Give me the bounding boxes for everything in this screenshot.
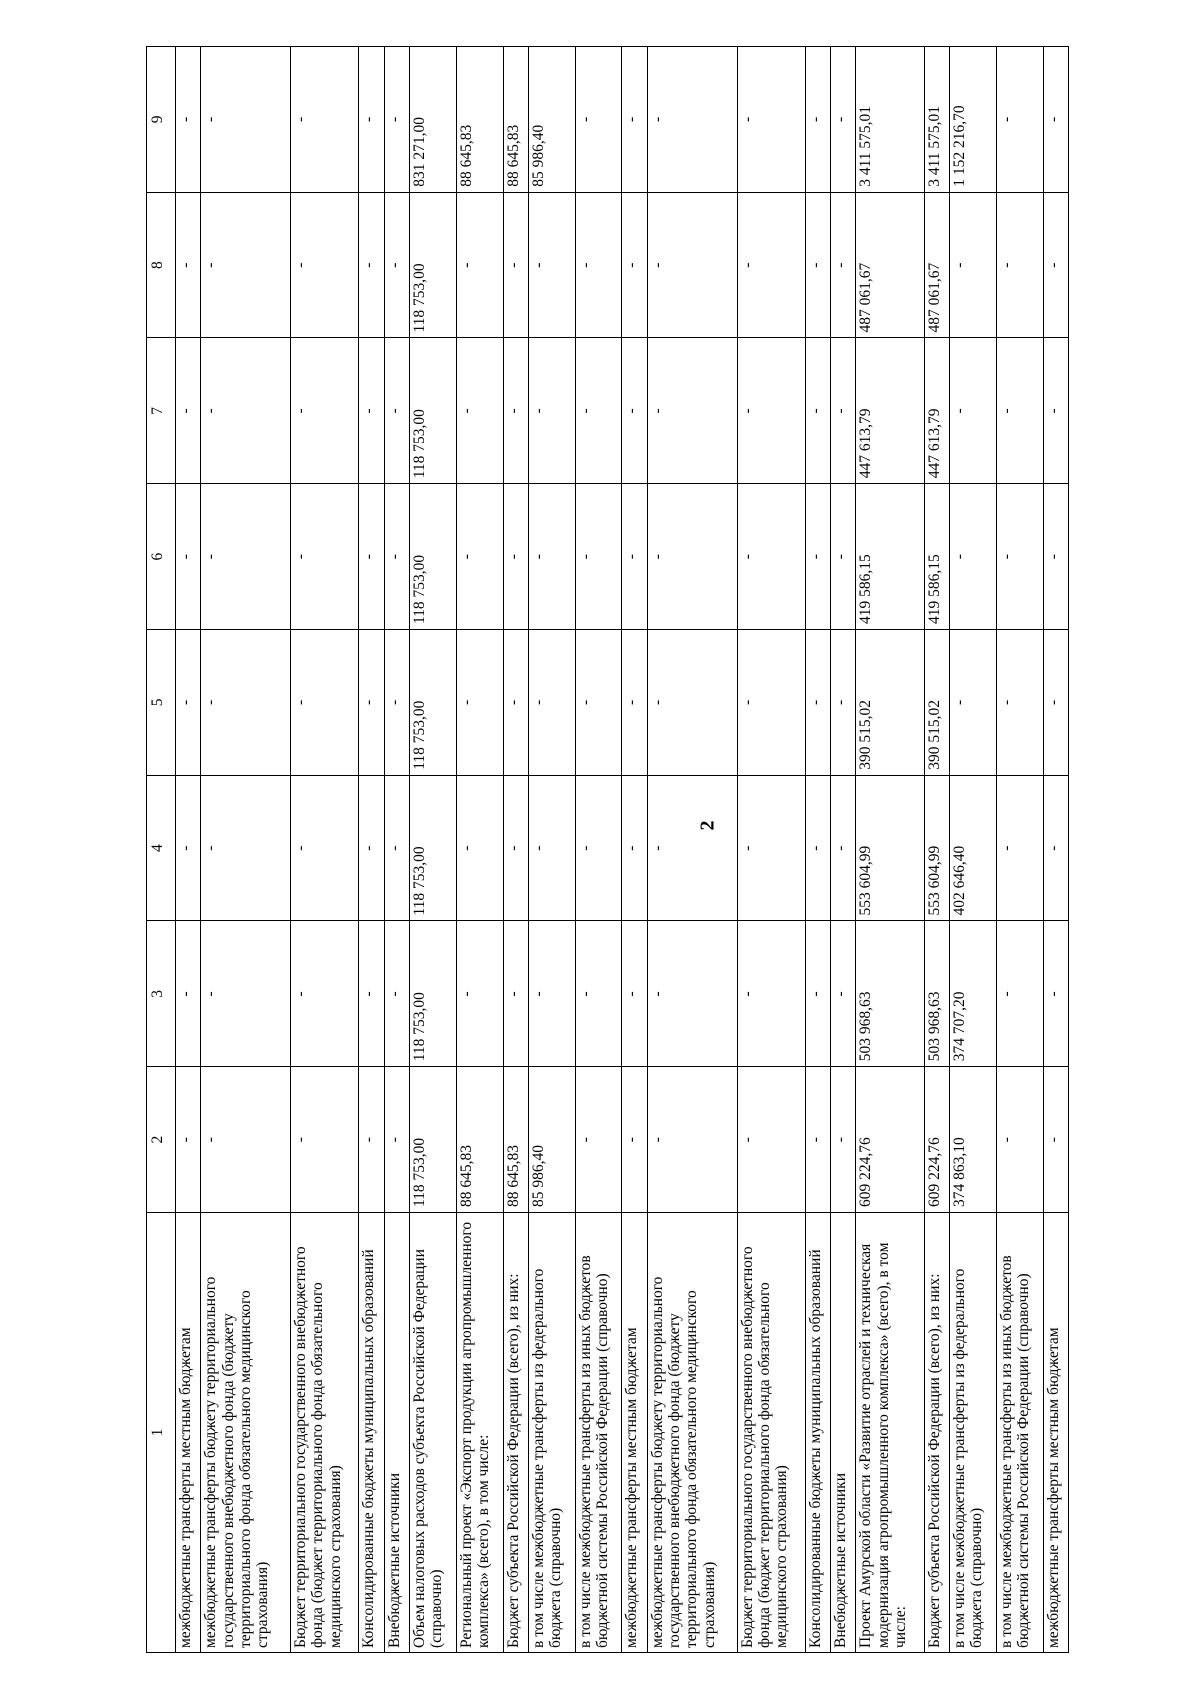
row-label: Внебюджетные источники bbox=[831, 1213, 856, 1653]
table-row bbox=[503, 47, 528, 1653]
table-cell: - bbox=[996, 484, 1043, 630]
table-row bbox=[924, 47, 949, 1653]
table-row bbox=[1043, 47, 1068, 1653]
row-label: Объем налоговых расходов субъекта Российской Федерации (справочно) bbox=[409, 1213, 456, 1653]
table-row bbox=[201, 47, 291, 1653]
table-cell: - bbox=[622, 484, 647, 630]
table-cell: - bbox=[949, 338, 996, 484]
page-number: 2 bbox=[696, 820, 719, 831]
table-cell: - bbox=[201, 775, 291, 921]
table-cell: - bbox=[737, 1067, 805, 1213]
column-header: 4 bbox=[147, 775, 176, 921]
table-cell: - bbox=[201, 921, 291, 1067]
table-cell: - bbox=[176, 630, 201, 776]
table-cell: - bbox=[996, 338, 1043, 484]
table-cell: 553 604,99 bbox=[924, 775, 949, 921]
table-cell: - bbox=[575, 484, 622, 630]
table-cell: - bbox=[503, 484, 528, 630]
table-cell: 390 515,02 bbox=[856, 630, 924, 776]
row-label: Консолидированные бюджеты муниципальных образований bbox=[359, 1213, 384, 1653]
table-cell: - bbox=[622, 1067, 647, 1213]
table-row bbox=[384, 47, 409, 1653]
table-cell: - bbox=[737, 338, 805, 484]
table-cell: - bbox=[384, 775, 409, 921]
table-cell: - bbox=[622, 338, 647, 484]
table-cell: 1 152 216,70 bbox=[949, 47, 996, 193]
table-cell: 419 586,15 bbox=[924, 484, 949, 630]
table-cell: - bbox=[737, 921, 805, 1067]
table-cell: - bbox=[949, 192, 996, 338]
table-cell: 85 986,40 bbox=[528, 47, 575, 193]
table-cell: - bbox=[831, 47, 856, 193]
table-cell: - bbox=[359, 192, 384, 338]
table-cell: - bbox=[831, 921, 856, 1067]
table-cell: - bbox=[359, 47, 384, 193]
table-cell: - bbox=[737, 775, 805, 921]
table-cell: - bbox=[201, 338, 291, 484]
row-label: Бюджет территориального государственного внебюджетного фонда (бюджет территориального фонда обязательного медицинского страхования) bbox=[291, 1213, 359, 1653]
table-cell: 118 753,00 bbox=[409, 484, 456, 630]
table-cell: - bbox=[359, 921, 384, 1067]
table-cell: - bbox=[805, 630, 830, 776]
table-row bbox=[359, 47, 384, 1653]
column-header: 8 bbox=[147, 192, 176, 338]
table-cell: 390 515,02 bbox=[924, 630, 949, 776]
table-cell: - bbox=[176, 1067, 201, 1213]
table-cell: - bbox=[176, 921, 201, 1067]
row-label: межбюджетные трансферты бюджету территориального государственного внебюджетного фонда (бюджету территориального фонда обязательного медицинского страхования) bbox=[201, 1213, 291, 1653]
table-cell: - bbox=[503, 775, 528, 921]
table-cell: - bbox=[503, 338, 528, 484]
table-cell: - bbox=[575, 1067, 622, 1213]
column-header: 3 bbox=[147, 921, 176, 1067]
table-cell: - bbox=[456, 338, 503, 484]
table-cell: 88 645,83 bbox=[503, 47, 528, 193]
table-cell: 374 707,20 bbox=[949, 921, 996, 1067]
table-cell: - bbox=[996, 47, 1043, 193]
table-cell: - bbox=[1043, 484, 1068, 630]
table-cell: - bbox=[1043, 1067, 1068, 1213]
column-header: 6 bbox=[147, 484, 176, 630]
table-cell: 503 968,63 bbox=[924, 921, 949, 1067]
table-cell: - bbox=[831, 192, 856, 338]
table-cell: - bbox=[737, 484, 805, 630]
table-cell: 88 645,83 bbox=[456, 1067, 503, 1213]
table-cell: 118 753,00 bbox=[409, 775, 456, 921]
table-row bbox=[409, 47, 456, 1653]
table-cell: 88 645,83 bbox=[456, 47, 503, 193]
table-cell: 118 753,00 bbox=[409, 1067, 456, 1213]
table-cell: - bbox=[996, 630, 1043, 776]
table-cell: - bbox=[359, 1067, 384, 1213]
table-cell: - bbox=[805, 484, 830, 630]
table-cell: 402 646,40 bbox=[949, 775, 996, 921]
table-header-row bbox=[147, 47, 176, 1653]
table-cell: - bbox=[647, 775, 737, 921]
table-row bbox=[805, 47, 830, 1653]
table-cell: - bbox=[622, 192, 647, 338]
table-cell: - bbox=[291, 630, 359, 776]
table-cell: - bbox=[996, 921, 1043, 1067]
table-cell: - bbox=[805, 1067, 830, 1213]
table-cell: - bbox=[528, 921, 575, 1067]
table-cell: - bbox=[575, 192, 622, 338]
table-row bbox=[647, 47, 737, 1653]
table-cell: 118 753,00 bbox=[409, 338, 456, 484]
table-cell: - bbox=[622, 775, 647, 921]
table-cell: - bbox=[503, 921, 528, 1067]
table-cell: - bbox=[805, 921, 830, 1067]
row-label: межбюджетные трансферты бюджету территориального государственного внебюджетного фонда (бюджету территориального фонда обязательного медицинского страхования) bbox=[647, 1213, 737, 1653]
table-cell: - bbox=[647, 192, 737, 338]
table-cell: - bbox=[575, 630, 622, 776]
row-label: Бюджет субъекта Российской Федерации (всего), из них: bbox=[924, 1213, 949, 1653]
table-cell: 487 061,67 bbox=[924, 192, 949, 338]
table-cell: - bbox=[456, 484, 503, 630]
table-cell: - bbox=[291, 47, 359, 193]
table-cell: - bbox=[622, 630, 647, 776]
table-cell: - bbox=[384, 921, 409, 1067]
table-cell: - bbox=[176, 338, 201, 484]
table-cell: - bbox=[201, 1067, 291, 1213]
row-label: Бюджет территориального государственного внебюджетного фонда (бюджет территориального фонда обязательного медицинского страхования) bbox=[737, 1213, 805, 1653]
table-cell: - bbox=[503, 630, 528, 776]
rotated-page bbox=[146, 47, 1069, 1653]
table-cell: - bbox=[291, 484, 359, 630]
table-cell: - bbox=[737, 47, 805, 193]
table-cell: - bbox=[1043, 921, 1068, 1067]
table-cell: - bbox=[359, 775, 384, 921]
table-cell: - bbox=[291, 775, 359, 921]
table-cell: - bbox=[201, 484, 291, 630]
row-label: в том числе межбюджетные трансферты из иных бюджетов бюджетной системы Российской Федерации (справочно) bbox=[996, 1213, 1043, 1653]
table-cell: 88 645,83 bbox=[503, 1067, 528, 1213]
column-header: 2 bbox=[147, 1067, 176, 1213]
table-cell: - bbox=[384, 338, 409, 484]
table-cell: - bbox=[359, 484, 384, 630]
table-cell: - bbox=[359, 338, 384, 484]
table-cell: 3 411 575,01 bbox=[924, 47, 949, 193]
table-cell: - bbox=[949, 630, 996, 776]
row-label: межбюджетные трансферты местным бюджетам bbox=[622, 1213, 647, 1653]
table-cell: 3 411 575,01 bbox=[856, 47, 924, 193]
table-cell: - bbox=[805, 775, 830, 921]
table-row bbox=[622, 47, 647, 1653]
table-cell: - bbox=[176, 192, 201, 338]
table-cell: - bbox=[528, 338, 575, 484]
row-label: Консолидированные бюджеты муниципальных образований bbox=[805, 1213, 830, 1653]
row-label: в том числе межбюджетные трансферты из иных бюджетов бюджетной системы Российской Федерации (справочно) bbox=[575, 1213, 622, 1653]
table-cell: - bbox=[1043, 775, 1068, 921]
table-cell: - bbox=[384, 47, 409, 193]
table-cell: - bbox=[456, 630, 503, 776]
table-row bbox=[949, 47, 996, 1653]
table-cell: 447 613,79 bbox=[924, 338, 949, 484]
table-cell: - bbox=[176, 47, 201, 193]
table-cell: 503 968,63 bbox=[856, 921, 924, 1067]
row-label: в том числе межбюджетные трансферты из федерального бюджета (справочно) bbox=[949, 1213, 996, 1653]
table-cell: 609 224,76 bbox=[924, 1067, 949, 1213]
table-cell: - bbox=[384, 484, 409, 630]
table-cell: - bbox=[528, 484, 575, 630]
row-label: в том числе межбюджетные трансферты из федерального бюджета (справочно) bbox=[528, 1213, 575, 1653]
table-cell: - bbox=[996, 775, 1043, 921]
table-cell: 118 753,00 bbox=[409, 921, 456, 1067]
table-cell: - bbox=[647, 484, 737, 630]
table-cell: - bbox=[1043, 192, 1068, 338]
table-cell: - bbox=[528, 630, 575, 776]
table-cell: - bbox=[737, 192, 805, 338]
column-header: 7 bbox=[147, 338, 176, 484]
table-cell: - bbox=[831, 484, 856, 630]
table-cell: - bbox=[384, 192, 409, 338]
table-cell: - bbox=[996, 1067, 1043, 1213]
row-label: межбюджетные трансферты местным бюджетам bbox=[176, 1213, 201, 1653]
table-cell: - bbox=[805, 47, 830, 193]
table-row bbox=[996, 47, 1043, 1653]
table-cell: - bbox=[575, 47, 622, 193]
table-cell: - bbox=[528, 192, 575, 338]
row-label: Бюджет субъекта Российской Федерации (всего), из них: bbox=[503, 1213, 528, 1653]
table-cell: - bbox=[831, 338, 856, 484]
column-header: 9 bbox=[147, 47, 176, 193]
table-cell: - bbox=[1043, 338, 1068, 484]
table-cell: - bbox=[291, 192, 359, 338]
table-row bbox=[456, 47, 503, 1653]
table-cell: - bbox=[805, 192, 830, 338]
table-cell: - bbox=[647, 1067, 737, 1213]
table-cell: - bbox=[503, 192, 528, 338]
table-cell: - bbox=[622, 921, 647, 1067]
table-row bbox=[575, 47, 622, 1653]
table-cell: - bbox=[805, 338, 830, 484]
table-row bbox=[831, 47, 856, 1653]
table-cell: - bbox=[949, 484, 996, 630]
row-label: Внебюджетные источники bbox=[384, 1213, 409, 1653]
table-cell: - bbox=[831, 1067, 856, 1213]
table-cell: - bbox=[201, 630, 291, 776]
table-cell: - bbox=[359, 630, 384, 776]
table-cell: - bbox=[291, 921, 359, 1067]
table-cell: - bbox=[575, 921, 622, 1067]
table-row bbox=[737, 47, 805, 1653]
row-label: межбюджетные трансферты местным бюджетам bbox=[1043, 1213, 1068, 1653]
table-cell: - bbox=[647, 338, 737, 484]
table-cell: - bbox=[384, 630, 409, 776]
table-row bbox=[291, 47, 359, 1653]
table-cell: - bbox=[831, 630, 856, 776]
table-cell: 609 224,76 bbox=[856, 1067, 924, 1213]
table-cell: 831 271,00 bbox=[409, 47, 456, 193]
table-cell: - bbox=[201, 47, 291, 193]
table-cell: - bbox=[201, 192, 291, 338]
row-label: Проект Амурской области «Развитие отраслей и техническая модернизация агропромышленного комплекса» (всего), в том числе: bbox=[856, 1213, 924, 1653]
table-cell: - bbox=[575, 338, 622, 484]
table-cell: 118 753,00 bbox=[409, 630, 456, 776]
budget-table bbox=[146, 46, 1069, 1653]
table-cell: - bbox=[176, 775, 201, 921]
table-cell: - bbox=[176, 484, 201, 630]
table-cell: - bbox=[647, 47, 737, 193]
table-cell: 487 061,67 bbox=[856, 192, 924, 338]
column-header: 1 bbox=[147, 1213, 176, 1653]
table-cell: 447 613,79 bbox=[856, 338, 924, 484]
table-cell: - bbox=[737, 630, 805, 776]
table-cell: - bbox=[456, 192, 503, 338]
table-cell: - bbox=[647, 921, 737, 1067]
table-cell: - bbox=[1043, 47, 1068, 193]
table-cell: 553 604,99 bbox=[856, 775, 924, 921]
column-header: 5 bbox=[147, 630, 176, 776]
table-cell: - bbox=[456, 921, 503, 1067]
table-cell: - bbox=[528, 775, 575, 921]
table-cell: - bbox=[291, 1067, 359, 1213]
table-cell: - bbox=[384, 1067, 409, 1213]
table-cell: - bbox=[647, 630, 737, 776]
table-cell: 419 586,15 bbox=[856, 484, 924, 630]
table-cell: 85 986,40 bbox=[528, 1067, 575, 1213]
row-label: Региональный проект «Экспорт продукции агропромышленного комплекса» (всего), в том числе: bbox=[456, 1213, 503, 1653]
budget-table-body bbox=[147, 47, 1069, 1653]
table-cell: - bbox=[622, 47, 647, 193]
table-row bbox=[856, 47, 924, 1653]
table-cell: - bbox=[831, 775, 856, 921]
table-cell: - bbox=[575, 775, 622, 921]
table-cell: 374 863,10 bbox=[949, 1067, 996, 1213]
table-row bbox=[176, 47, 201, 1653]
table-cell: - bbox=[1043, 630, 1068, 776]
table-cell: - bbox=[456, 775, 503, 921]
table-row bbox=[528, 47, 575, 1653]
table-cell: 118 753,00 bbox=[409, 192, 456, 338]
table-cell: - bbox=[291, 338, 359, 484]
table-cell: - bbox=[996, 192, 1043, 338]
